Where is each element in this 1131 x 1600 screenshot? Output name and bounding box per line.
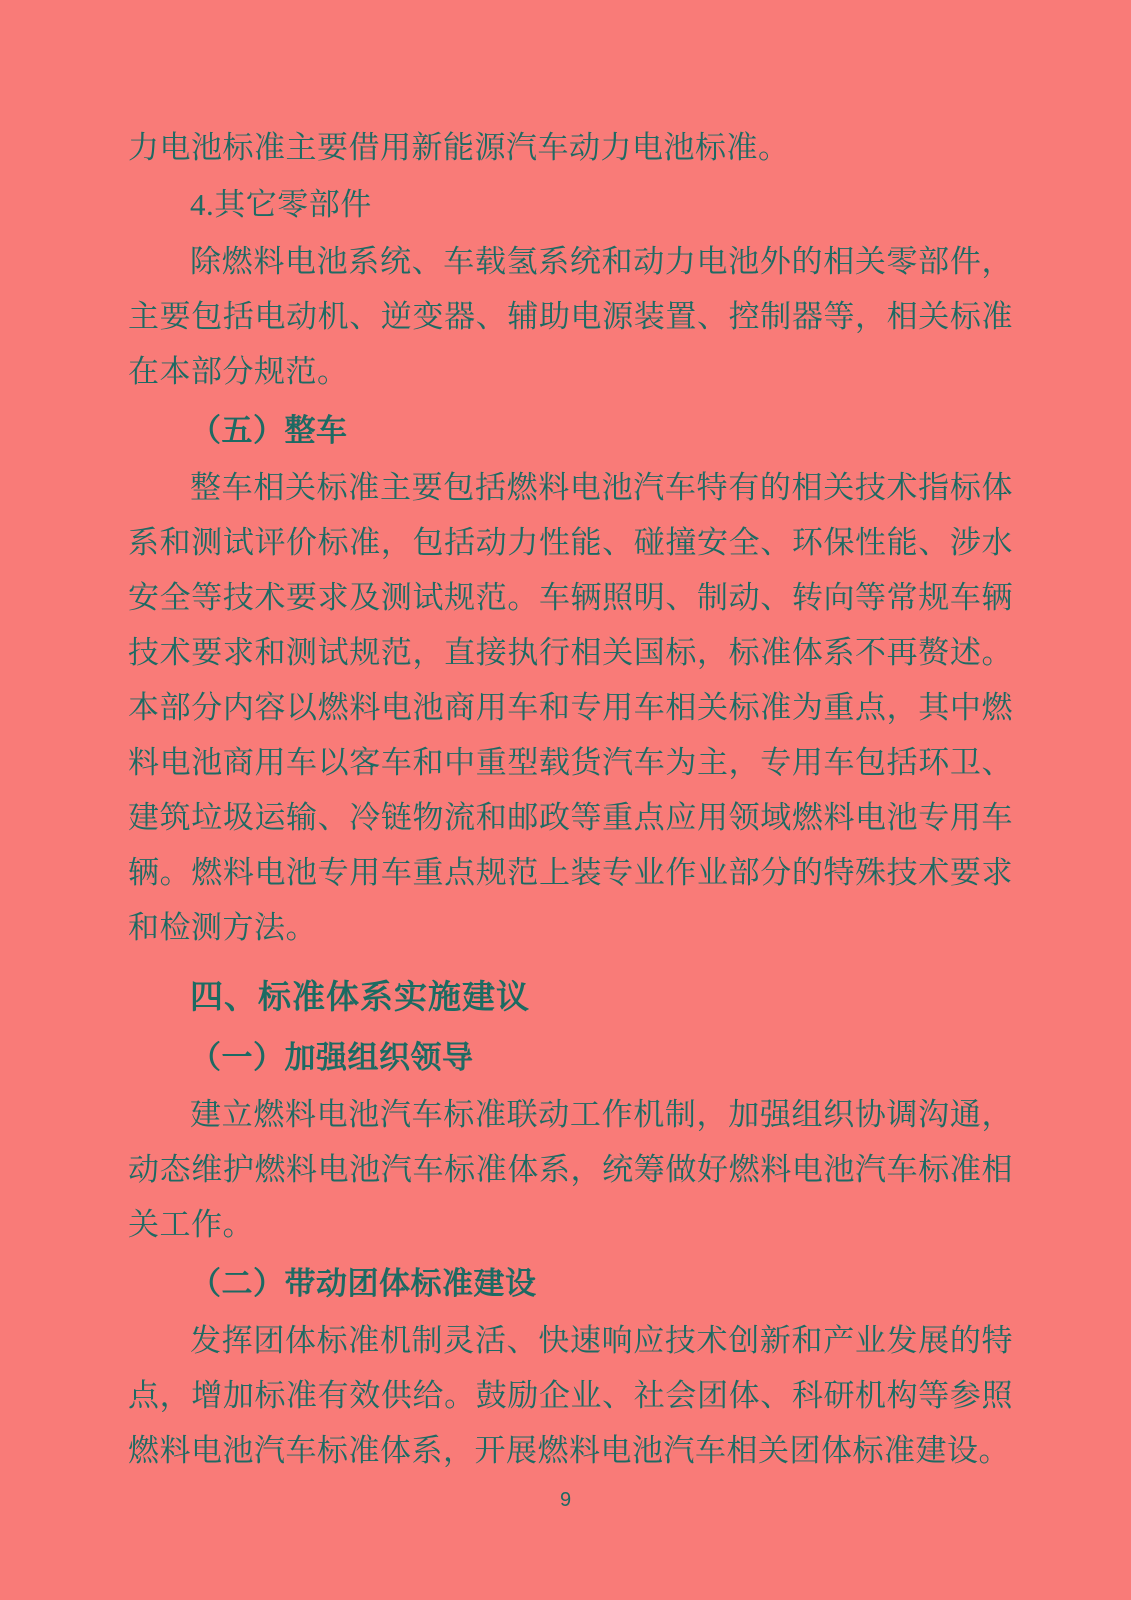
item-4-body: 除燃料电池系统、车载氢系统和动力电池外的相关零部件，主要包括电动机、逆变器、辅助电源装置、控制器等，相关标准在本部分规范。 <box>128 244 1013 389</box>
chapter-four-title: 四、标准体系实施建议 <box>190 978 530 1015</box>
chapter-four-sub-one-title: （一）加强组织领导 <box>190 1040 474 1075</box>
item-4-title: 4.其它零部件 <box>190 187 372 222</box>
chapter-four-sub-one-body: 建立燃料电池汽车标准联动工作机制，加强组织协调沟通，动态维护燃料电池汽车标准体系，统筹做好燃料电池汽车标准相关工作。 <box>128 1097 1013 1242</box>
section-five-body: 整车相关标准主要包括燃料电池汽车特有的相关技术指标体系和测试评价标准，包括动力性能、碰撞安全、环保性能、涉水安全等技术要求及测试规范。车辆照明、制动、转向等常规车辆技术要求和测试规范，直接执行相关国标，标准体系不再赘述。本部分内容以燃料电池商用车和专用车相关标准为重点，其中燃料电池商用车以客车和中重型载货汽车为主，专用车包括环卫、建筑垃圾运输、冷链物流和邮政等重点应用领域燃料电池专用车辆。燃料电池专用车重点规范上装专业作业部分的特殊技术要求和检测方法。 <box>128 470 1013 945</box>
page-number: 9 <box>559 1489 572 1511</box>
chapter-four-sub-two-body: 发挥团体标准机制灵活、快速响应技术创新和产业发展的特点，增加标准有效供给。鼓励企业、社会团体、科研机构等参照燃料电池汽车标准体系，开展燃料电池汽车相关团体标准建设。 <box>128 1323 1013 1468</box>
continued-paragraph: 力电池标准主要借用新能源汽车动力电池标准。 <box>128 130 790 165</box>
section-five-title: （五）整车 <box>190 413 348 448</box>
chapter-four-sub-two-title: （二）带动团体标准建设 <box>190 1266 537 1301</box>
